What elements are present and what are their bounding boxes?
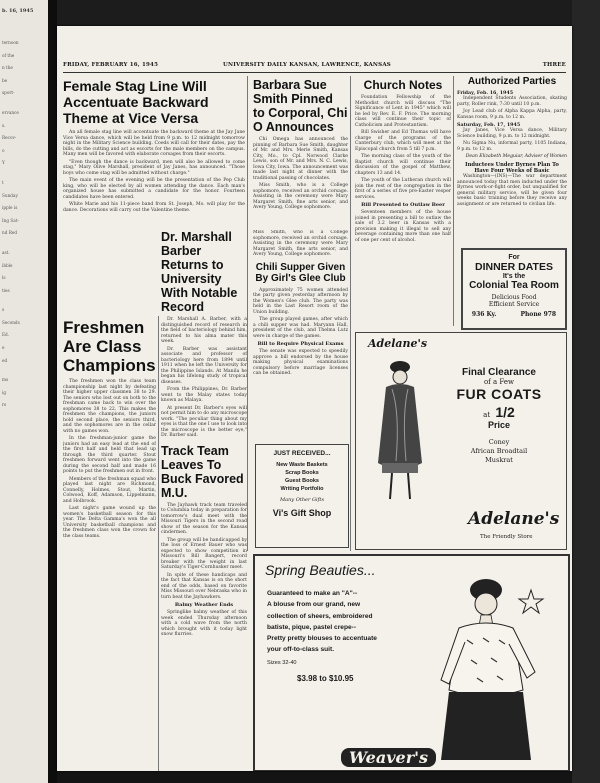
coat-ad-price-word: Price bbox=[487, 420, 511, 430]
adjacent-page-line: ipple is bbox=[2, 205, 18, 211]
adjacent-page-line: s. bbox=[2, 122, 6, 128]
freshmen-paragraph: In the freshman-junior game the juniors had an easy lead at the end of the first half and held that lead up through the third quarter. Stout freshmen forward went into the game during the second half and made 16 points to put the freshmen out in front. bbox=[63, 436, 156, 474]
track-paragraph: The Jayhawk track team traveled to Columbia today in preparation for tomorrow's dual meet with the Missouri Tigers in the second road show of the season for the Kansas cindermen. bbox=[161, 502, 247, 535]
tea-ad-name: Colonial Tea Room bbox=[469, 280, 559, 291]
adjacent-page-strip bbox=[0, 0, 48, 783]
adjacent-page-line: Recov- bbox=[2, 135, 17, 141]
tea-ad-line: For bbox=[508, 254, 520, 261]
tea-room-ad bbox=[461, 248, 567, 330]
church-headline: Church Notes bbox=[363, 78, 443, 92]
adjacent-page-line: ms bbox=[2, 377, 9, 383]
masthead-date: FRIDAY, FEBRUARY 16, 1945 bbox=[63, 62, 159, 68]
tea-ad-address: 936 Ky. bbox=[471, 311, 497, 318]
scanner-bottom-edge bbox=[57, 771, 572, 783]
lead-paragraph: The main event of the evening will be the presentation of the Pep Club king, who will be elected by all women attending the dance. Each man's organized house has submitted a candidate for the honor. Fourteen candidates have been entered. bbox=[63, 178, 245, 200]
adjacent-page-line: ties bbox=[2, 287, 10, 293]
spring-ad-title: Spring Beauties... bbox=[265, 562, 376, 578]
woman-in-fur-coat-illustration bbox=[364, 353, 434, 503]
adjacent-page-line: be bbox=[2, 77, 8, 83]
adjacent-page-line: Ing Sat- bbox=[2, 217, 19, 223]
gift-ad-item: New Waste Baskets bbox=[276, 462, 328, 468]
adjacent-page-date: b. 16, 1945 bbox=[2, 8, 34, 14]
spring-ad-copy bbox=[267, 588, 429, 684]
barber-paragraph: From the Philippines, Dr. Barber went to the Malay states today known as Malaya. bbox=[161, 387, 247, 403]
freshmen-paragraph: The freshmen won the class team championship last night by defeating their higher upper classmen 38 to 29. The seniors who lost out on both to the freshman came back to win over the sophomores 38 to 22. This makes the freshmen the champions, the juniors hold second place, the seniors third, and the sophomores are in the cellar with no games won. bbox=[63, 379, 156, 434]
tea-ad-dinner-dates: DINNER DATES bbox=[475, 261, 553, 273]
parties-date: Saturday, Feb. 17, 1945 bbox=[457, 122, 521, 128]
adelanes-logo-top: Adelane's bbox=[368, 337, 428, 350]
coat-ad-fur-type: African Broadtail bbox=[470, 447, 528, 455]
gift-ad-item: Scrap Books bbox=[285, 470, 319, 476]
gift-shop-ad bbox=[255, 444, 349, 548]
coat-ad-fur-type: Muskrat bbox=[485, 456, 513, 464]
pinning-headline: Barbara Sue Smith Pinned to Corporal, Chi O Announces bbox=[253, 78, 348, 134]
lead-paragraph: "Even though the dance is backward, men will also be allowed to come stag," Mary Olive Marshall, president of Jay Janes, has announced. "Those boys who come stag will be admitted without charge." bbox=[63, 159, 245, 176]
lead-paragraph: An all female stag line will accentuate the backward theme at the Jay Jane Vice Versa dance, which will be held from 9 p.m. to 12 midnight tomorrow night in the Military Science building. Coeds will call for their dates, pay the bills, do the cutting and act as escorts for the male members on the campus. Many men will be favored with elaborate corsages from their escorts. bbox=[63, 130, 245, 157]
column-divider bbox=[453, 76, 454, 326]
parties-entry: Independent Students Association, skating party, Roller rink, 7:30 until 10 p.m. bbox=[457, 96, 567, 107]
fur-coats-ad bbox=[355, 332, 567, 550]
parties-entry: Joy Lead club of Alpha Kappa Alpha, party, Kansas room, 9 p.m. to 12 m. bbox=[457, 109, 567, 120]
adjacent-page-line: s bbox=[2, 307, 5, 313]
adjacent-page-line: ls bbox=[2, 275, 6, 281]
weather-subhead: Balmy Weather Ends bbox=[174, 602, 234, 608]
church-paragraph: The morning class of the youth of the Baptist church will continue their discussion of the gospel of Matthew, chapters 13 and 14. bbox=[355, 154, 451, 176]
church-paragraph: Foundation Fellowship of the Methodist church will discuss "The Significance of Lent in 1945" which will be led by Rev. E. F. Price. The morning class will continue their topic of Catholicism and Protestantism. bbox=[355, 95, 451, 128]
adjacent-page-line: nd Red bbox=[2, 230, 18, 236]
pinning-paragraph: Miss Smith, who is a College sophomore, received an orchid corsage. Assisting in the ceremony were Mary Margaret Smith, fine arts senior, and Avery Young, College sophomore. bbox=[253, 183, 348, 210]
barber-paragraph: At present Dr. Barber's eyes will not permit him to do any microscope work. "The peculiar thing about my eyes is that the one I use to look into the microscope is the better eye," Dr. Barber said. bbox=[161, 405, 247, 438]
spring-ad-sizes: Sizes 32-40 bbox=[267, 659, 297, 666]
lead-paragraph: White Marie and his 11-piece band from St. Joseph, Mo. will play for the dance. Decorations will carry out the Valentine theme. bbox=[63, 202, 245, 213]
beer-bill-subhead: Bill Presented to Outlaw Beer bbox=[361, 202, 445, 208]
church-paragraph: The youth of the Lutheran church will join the rest of the congregation in the first of a series of five pre-Easter vesper services. bbox=[355, 178, 451, 200]
adjacent-page-line: ibble bbox=[2, 262, 13, 268]
spring-ad-price: $3.98 to $10.95 bbox=[297, 674, 354, 684]
spring-ad-line: batiste, pique, pastel crepe-- bbox=[267, 623, 357, 631]
tea-ad-phone: Phone 978 bbox=[520, 311, 557, 318]
adjacent-page-line: sport- bbox=[2, 90, 15, 96]
barber-paragraph: Dr. Marshall A. Barber, with a distinguished record of research in the field of bacteriology behind him, returned to his alma mater this week. bbox=[161, 317, 247, 344]
beer-bill-paragraph: Seventeen members of the house joined in presenting a bill to outlaw the sale of 3.2 beer in Kansas with a provision making it illegal to sell any beverage containing more than one half of one per cent of alcohol. bbox=[355, 210, 451, 243]
gift-ad-item: Guest Books bbox=[285, 478, 319, 484]
gift-ad-tagline: Many Other Gifts bbox=[279, 497, 325, 503]
coat-ad-line: of a Few bbox=[483, 378, 515, 386]
column-divider bbox=[350, 76, 351, 551]
exam-paragraph: The senate was expected to speedily approve a bill endorsed by the house making physical examinations compulsory before marriage licenses can be obtained. bbox=[253, 349, 348, 376]
adjacent-page-text bbox=[2, 40, 32, 415]
church-notes bbox=[355, 78, 451, 326]
scanner-edge bbox=[572, 0, 600, 783]
parties-headline: Authorized Parties bbox=[467, 76, 557, 87]
freshmen-paragraph: Last night's game wound up the women's basketball season for this year. The Delta Gamma's won the all University basketball champions and the freshmen class won the crown for the class teams. bbox=[63, 506, 156, 539]
lead-headline: Female Stag Line Will Accentuate Backward Theme at Vice Versa bbox=[63, 78, 209, 126]
exam-subhead: Bill to Require Physical Exams bbox=[257, 341, 344, 347]
track-headline: Track Team Leaves To Buck Favored M.U. bbox=[161, 443, 244, 500]
barber-track-column bbox=[161, 230, 247, 768]
pinning-continued: Miss Smith, who is a College sophomore, received an orchid corsage. Assisting in the ceremony were Mary Margaret Smith, fine arts senior, and Avery Young, College sophomore. bbox=[253, 230, 348, 257]
adelanes-logo-bottom: Adelane's bbox=[468, 509, 560, 529]
tea-ad-line: Delicious Food bbox=[491, 294, 537, 301]
church-paragraph: Bill Swisher and Ed Thomas will have charge of the programs of the Canterbury club, which will meet at the Episcopal church from 5 till 7 p.m. bbox=[355, 130, 451, 152]
freshmen-headline: Freshmen Are Class Champions bbox=[63, 318, 156, 375]
parties-entry: Nu Sigma Nu, informal party, 1105 Indiana, 9 p.m. to 12 m. bbox=[457, 141, 567, 152]
masthead-page-number: THREE bbox=[542, 62, 566, 68]
spring-ad-line: collection of sheers, embroidered bbox=[267, 612, 373, 620]
chili-headline: Chili Supper Given By Girl's Glee Club bbox=[255, 261, 346, 284]
adjacent-page-line: ed bbox=[2, 357, 8, 363]
coat-ad-fur-type: Coney bbox=[488, 438, 510, 446]
gift-ad-shop-name: Vi's Gift Shop bbox=[272, 508, 332, 518]
authorized-parties bbox=[457, 76, 567, 246]
masthead-rule bbox=[63, 72, 566, 73]
adjacent-page-line: Y bbox=[2, 160, 5, 166]
coat-ad-title: Final Clearance bbox=[462, 367, 536, 378]
byrnes-headline: Inductees Under Byrnes Plan To Have Four Weeks of Basic bbox=[465, 162, 559, 174]
weavers-blouse-ad bbox=[253, 554, 570, 771]
adjacent-page-line: ternoon bbox=[2, 40, 19, 45]
tea-ad-line: It's the bbox=[502, 273, 526, 280]
column-divider bbox=[247, 76, 248, 551]
freshmen-paragraph: Members of the freshman squad who played last night are Richmond, Connelly, Holmes, Stout, Martin, Colwood, Koff, Adamson, Lippelmann, and Holbrook. bbox=[63, 476, 156, 504]
parties-signature: Dean Elizabeth Meguiar, Adviser of Women bbox=[465, 154, 567, 159]
pinning-paragraph: Chi Omega has announced the pinning of Barbara Sue Smith, daughter of Mr. and Mrs. Merle Smith, Kansas City, Mo., to Cpl. Norwood Clarke Lewis, son of Mr. and Mrs. N. C. Lewis, Iowa City, Iowa. The announcement was made last night at dinner with the traditional passing of chocolates. bbox=[253, 137, 348, 181]
adjacent-page-line: ast. bbox=[2, 249, 10, 255]
gift-ad-title: JUST RECEIVED... bbox=[273, 450, 331, 457]
adjacent-page-line: t bbox=[2, 179, 4, 185]
masthead-title: UNIVERSITY DAILY KANSAN, LAWRENCE, KANSAS bbox=[223, 62, 391, 68]
freshmen-story bbox=[63, 318, 156, 768]
newspaper-page bbox=[57, 26, 572, 771]
weather-paragraph: Springlike balmy weather of this week ended Thursday afternoon with a cold wave from the north which brought with it today light snow flurries. bbox=[161, 610, 247, 637]
adjacent-page-line: n the bbox=[2, 65, 13, 71]
adjacent-page-line: rs bbox=[2, 402, 7, 408]
adjacent-page-line: Seconds bbox=[2, 319, 20, 325]
pinning-story bbox=[253, 78, 348, 228]
masthead bbox=[63, 62, 566, 72]
track-paragraph: The group will be handicapped by the loss of Ernest Bauer who was expected to show competition in Missouri's Bill Bangert, record breaker with the weight in last Saturday's Tiger-Cornhusker meet. bbox=[161, 537, 247, 570]
spring-ad-line: your off-to-class suit. bbox=[267, 646, 335, 654]
column-divider bbox=[158, 316, 159, 771]
coat-ad-line: at bbox=[483, 411, 491, 419]
spring-ad-line: A blouse from our grand, new bbox=[267, 601, 361, 609]
barber-headline: Dr. Marshall Barber Returns to University With Notable Record bbox=[161, 230, 238, 314]
coat-ad-fur-coats: FUR COATS bbox=[456, 386, 542, 402]
chili-paragraph: Approximately 75 women attended the party given yesterday afternoon by the Women's Glee club. The party was held in the Last Resort room of the Union building. bbox=[253, 287, 348, 315]
adjacent-page-line: Ed. bbox=[2, 332, 10, 338]
adjacent-page-line: o bbox=[2, 147, 5, 153]
spring-ad-line: Guaranteed to make an "A"-- bbox=[267, 590, 358, 597]
woman-in-blouse-illustration bbox=[431, 560, 561, 764]
weavers-logo: Weaver's bbox=[341, 748, 436, 767]
coat-ad-tagline: The Friendly Store bbox=[480, 534, 533, 540]
chili-paragraph: The group played games, after which a chili supper was had. Maryann Hall, president of the club, and Thelma Lutz were in charge of the games. bbox=[253, 317, 348, 339]
barber-paragraph: Dr. Barber was assistant associate and professor of bacteriology here from 1894 until 1911 when he left the University for the Philippine Islands. At Manila he began his lifelong study of tropical diseases. bbox=[161, 346, 247, 385]
parties-date: Friday, Feb. 16, 1945 bbox=[457, 90, 514, 96]
tea-ad-line: Efficient Service bbox=[488, 301, 540, 308]
adjacent-page-line: Sunday bbox=[2, 192, 18, 198]
gift-ad-item: Writing Portfolio bbox=[280, 486, 324, 492]
byrnes-paragraph: Washington—(INS)—The war department announced today that men inducted under the Byrnes work-or-fight order, but unqualified for general military service, will be given four weeks basic training before they receive any assignment or are returned to civilian life. bbox=[457, 174, 567, 207]
adjacent-page-line: ervance bbox=[2, 109, 19, 115]
parties-entry: Jay Janes, Vice Versa dance, Military Science building, 9 p.m. to 12 midnight. bbox=[457, 128, 567, 139]
adjacent-page-line: of the bbox=[2, 52, 15, 58]
adjacent-page-line: ig bbox=[2, 389, 7, 395]
track-paragraph: In spite of these handicaps and the fact that Kansas is on the short end of the odds, based on favorite Miss Missouri over Nebraska who in turn beat the Jayhawkers. bbox=[161, 572, 247, 600]
chili-supper-story bbox=[253, 230, 348, 446]
spring-ad-line: Pretty pretty blouses to accentuate bbox=[267, 635, 377, 643]
coat-ad-fraction: 1/2 bbox=[495, 404, 515, 420]
binding-gutter bbox=[48, 0, 57, 783]
adjacent-page-line: e bbox=[2, 345, 5, 351]
